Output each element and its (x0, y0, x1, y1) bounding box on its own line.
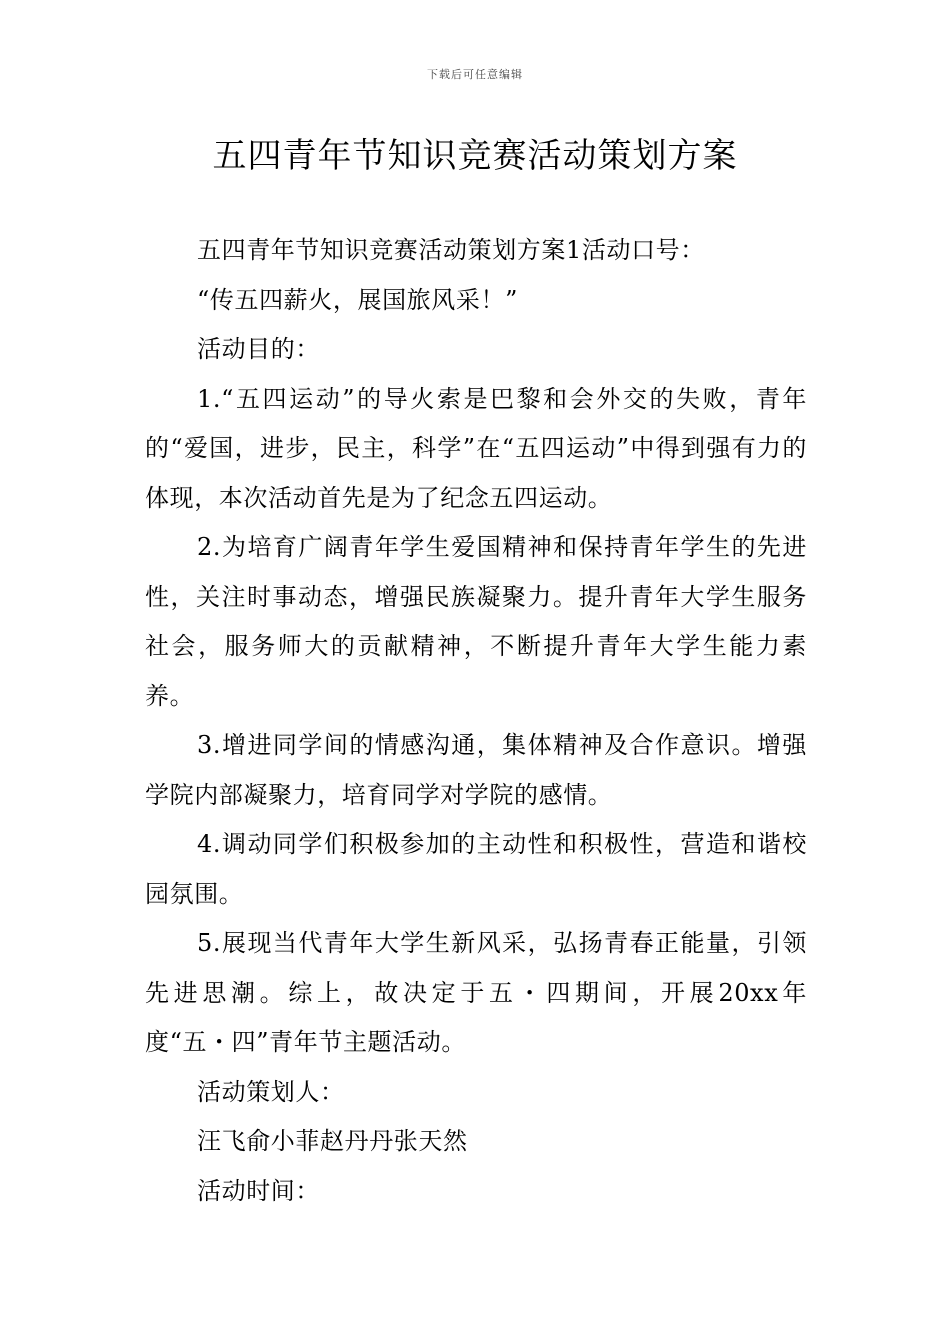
paragraph: 4.调动同学们积极参加的主动性和积极性，营造和谐校园氛围。 (145, 830, 807, 908)
paragraph: 1.“五四运动”的导火索是巴黎和会外交的失败，青年的“爱国，进步，民主，科学”在“五四运动”中得到强有力的体现，本次活动首先是为了纪念五四运动。 (145, 384, 807, 512)
paragraph: 活动策划人： (197, 1077, 345, 1106)
paragraph: 活动目的： (197, 335, 320, 363)
header-note: 下载后可任意编辑 (427, 68, 523, 81)
paragraph: “传五四薪火，展国旅风采！” (197, 285, 518, 314)
paragraph: 5.展现当代青年大学生新风采，弘扬青春正能量，引领先进思潮。综上，故决定于五・四期间，开展20xx年度“五・四”青年节主题活动。 (145, 929, 807, 1056)
paragraph: 2.为培育广阔青年学生爱国精神和保持青年学生的先进性，关注时事动态，增强民族凝聚力。提升青年大学生服务社会，服务师大的贡献精神，不断提升青年大学生能力素养。 (145, 533, 807, 710)
paragraph: 五四青年节知识竞赛活动策划方案1活动口号： (197, 236, 705, 264)
document-title: 五四青年节知识竞赛活动策划方案 (212, 136, 738, 176)
paragraph: 活动时间： (197, 1176, 320, 1205)
paragraph: 汪飞俞小菲赵丹丹张天然 (197, 1127, 468, 1155)
document-body (145, 226, 807, 1216)
paragraph: 3.增进同学间的情感沟通，集体精神及合作意识。增强学院内部凝聚力，培育同学对学院的感情。 (145, 731, 807, 809)
